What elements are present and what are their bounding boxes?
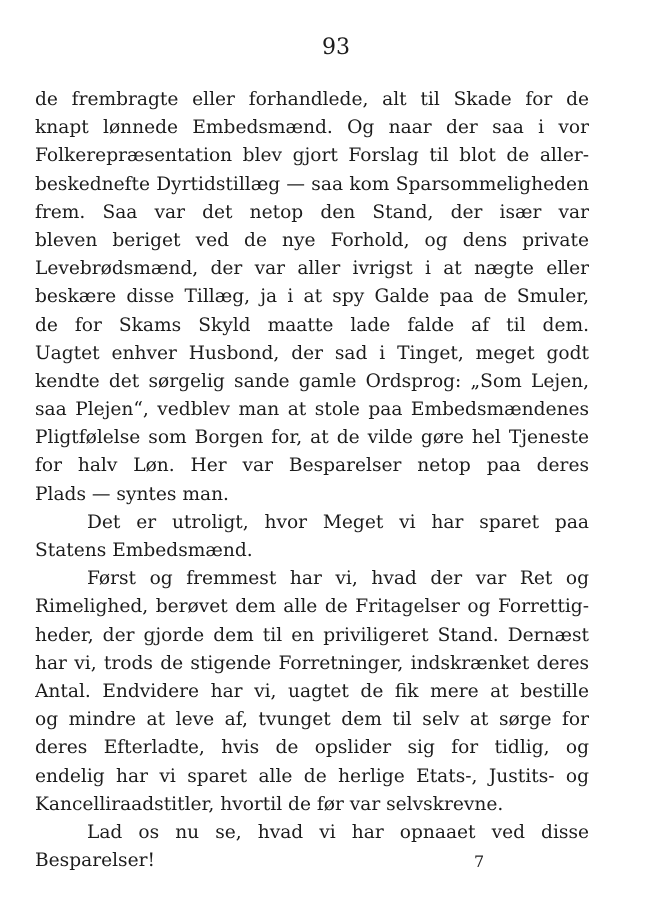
text-line: Levebrødsmænd, der var aller ivrigst i at nægte eller <box>35 258 589 280</box>
text-line: Kancelliraadstitler, hvortil de før var selvskrevne. <box>35 793 504 815</box>
text-line: og mindre at leve af, tvunget dem til selv at sørge for <box>35 709 589 731</box>
text-line: bleven beriget ved de nye Forhold, og dens private <box>35 229 589 251</box>
text-line: knapt lønnede Embedsmænd. Og naar der saa i vor <box>35 117 589 139</box>
text-line: Lad os nu se, hvad vi har opnaaet ved disse <box>87 821 589 843</box>
text-line: Folkerepræsentation blev gjort Forslag til blot de aller- <box>35 145 589 167</box>
text-line: Besparelser! <box>35 850 155 872</box>
signature-mark: 7 <box>474 852 485 871</box>
text-line: Først og fremmest har vi, hvad der var Ret og <box>87 568 589 590</box>
text-line: heder, der gjorde dem til en priviligeret Stand. Dernæst <box>35 624 589 646</box>
text-line: de frembragte eller forhandlede, alt til Skade for de <box>35 89 589 110</box>
text-line: Plads — syntes man. <box>35 483 229 505</box>
text-line: kendte det sørgelig sande gamle Ordsprog: „Som Lejen, <box>35 370 589 392</box>
text-line: endelig har vi sparet alle de herlige Etats-, Justits- og <box>35 765 589 787</box>
page-number: 93 <box>322 35 350 60</box>
text-line: Det er utroligt, hvor Meget vi har sparet paa <box>87 511 589 533</box>
text-line: for halv Løn. Her var Besparelser netop paa deres <box>35 455 589 477</box>
text-line: beskære disse Tillæg, ja i at spy Galde paa de Smuler, <box>35 286 589 308</box>
text-line: Uagtet enhver Husbond, der sad i Tinget, meget godt <box>35 342 589 364</box>
text-line: Antal. Endvidere har vi, uagtet de fik mere at bestille <box>35 680 589 702</box>
text-line: de for Skams Skyld maatte lade falde af til dem. <box>35 314 589 336</box>
text-line: deres Efterladte, hvis de opslider sig for tidlig, og <box>35 737 589 759</box>
text-line: Statens Embedsmænd. <box>35 540 253 561</box>
text-line: frem. Saa var det netop den Stand, der især var <box>35 201 589 223</box>
text-line: Pligtfølelse som Borgen for, at de vilde gøre hel Tjeneste <box>35 427 589 449</box>
text-line: beskednefte Dyrtidstillæg — saa kom Sparsommeligheden <box>35 173 589 195</box>
text-line: saa Plejen“, vedblev man at stole paa Embedsmændenes <box>35 399 589 421</box>
text-line: har vi, trods de stigende Forretninger, indskrænket deres <box>35 652 589 674</box>
body-text <box>35 86 589 875</box>
text-line: Rimelighed, berøvet dem alle de Fritagelser og Forrettig- <box>35 596 589 618</box>
